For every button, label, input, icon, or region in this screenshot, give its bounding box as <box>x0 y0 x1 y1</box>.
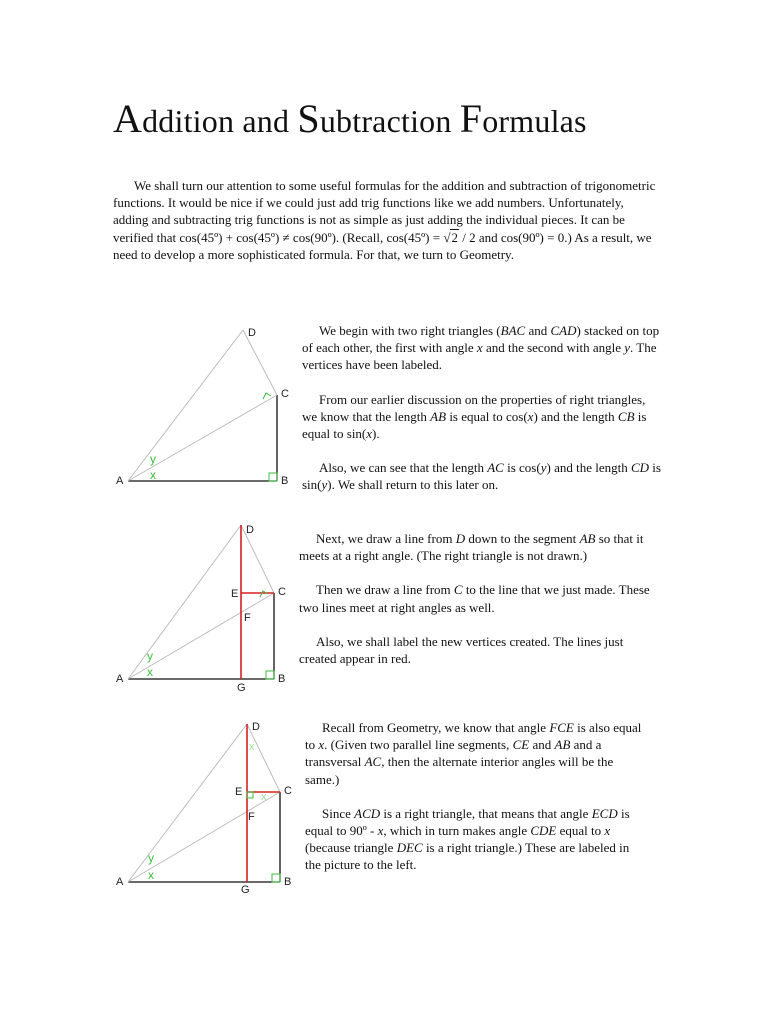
angle-cde-x-label: x <box>249 741 255 753</box>
angle-y-label: y <box>147 649 153 663</box>
diagram-1 <box>100 320 300 500</box>
vertex-b: B <box>281 475 289 487</box>
vertex-e: E <box>231 588 239 600</box>
vertex-c: C <box>284 785 292 797</box>
angle-fce-x-label: x <box>261 791 267 803</box>
sqrt-sign: √ <box>443 229 451 245</box>
vertex-f: F <box>244 612 251 624</box>
vertex-b: B <box>278 673 286 685</box>
vertex-e: E <box>235 786 243 798</box>
vertex-a: A <box>116 876 124 888</box>
section-3-text <box>305 719 645 874</box>
angle-x-label: x <box>150 468 156 482</box>
section-1-para-1: We begin with two right triangles (BAC and CAD) stacked on top of each other, the first with angle x and the second with angle y. The vertices have been labeled. <box>302 323 660 373</box>
vertex-f: F <box>248 811 255 823</box>
vertex-d: D <box>252 721 260 733</box>
vertex-d: D <box>248 327 256 339</box>
vertex-g: G <box>237 682 246 694</box>
diagram-3 <box>100 712 300 897</box>
section-2-para-1: Next, we draw a line from D down to the segment AB so that it meets at a right angle. (The right triangle is not drawn.) <box>299 531 644 564</box>
vertex-c: C <box>281 388 289 400</box>
diagram-2 <box>100 515 300 695</box>
page-title: Addition and Subtraction Formulas <box>113 96 587 141</box>
angle-x-label: x <box>147 665 153 679</box>
section-3-para-2: Since ACD is a right triangle, that means that angle ECD is equal to 90º - x, which in turn makes angle CDE equal to x (because triangle DEC is a right triangle.) These are labeled in the picture to the left. <box>305 805 630 873</box>
angle-x-label: x <box>148 868 154 882</box>
intro-paragraph: We shall turn our attention to some useful formulas for the addition and subtraction of trigonometric functions. It would be nice if we could just add trig functions like we add numbers. Unfortunately, adding and subtracting trig functions is not as simple as just adding the individual pieces. It can be verified that cos(45º) + cos(45º) ≠ cos(90º). (Recall, cos(45º) = √2 / 2 and cos(90º) = 0.) As a result, we need to develop a more sophisticated formula. For that, we turn to Geometry. <box>113 178 656 262</box>
section-3-para-1: Recall from Geometry, we know that angle FCE is also equal to x. (Given two parallel line segments, CE and AB and a transversal AC, then the alternate interior angles will be the same.) <box>305 720 642 787</box>
vertex-a: A <box>116 475 124 487</box>
section-2-para-3: Also, we shall label the new vertices created. The lines just created appear in red. <box>299 633 624 667</box>
vertex-g: G <box>241 884 250 896</box>
vertex-a: A <box>116 673 124 685</box>
angle-y-label: y <box>148 851 154 865</box>
section-1-para-2: From our earlier discussion on the properties of right triangles, we know that the length AB is equal to cos(x) and the length CB is equal to sin(x). <box>302 391 647 442</box>
section-1-para-3: Also, we can see that the length AC is cos(y) and the length CD is sin(y). We shall return to this later on. <box>302 460 661 493</box>
section-1-text <box>302 322 662 494</box>
vertex-b: B <box>284 876 292 888</box>
angle-y-label: y <box>150 452 156 466</box>
section-2-para-2: Then we draw a line from C to the line that we just made. These two lines meet at right angles as well. <box>299 582 650 615</box>
section-2-text <box>299 530 655 667</box>
sqrt-argument: 2 <box>451 229 458 245</box>
vertex-c: C <box>278 586 286 598</box>
vertex-d: D <box>246 524 254 536</box>
